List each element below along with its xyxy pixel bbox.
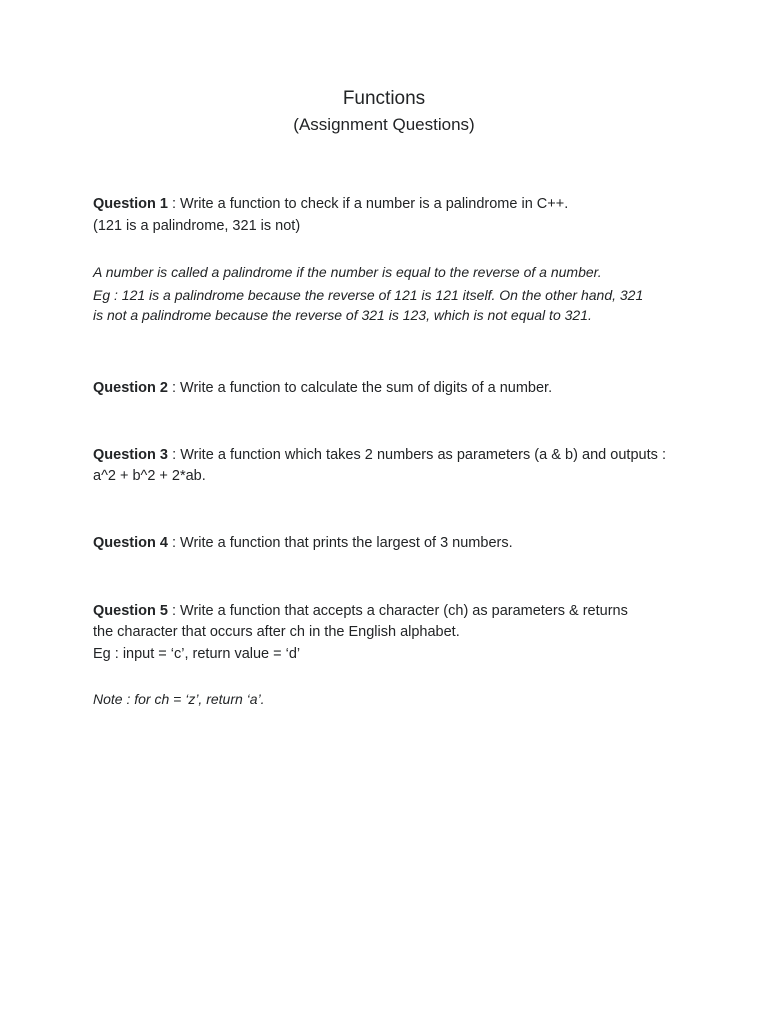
question-5-statement-line-1 bbox=[93, 601, 666, 622]
question-4-label: Question 4 bbox=[93, 535, 168, 551]
question-2-text: : Write a function to calculate the sum of digits of a number. bbox=[167, 380, 553, 396]
question-4-text: : Write a function that prints the largest of 3 numbers. bbox=[167, 535, 513, 551]
question-1-note-line-3: is not a palindrome because the reverse of 321 is 123, which is not equal to 321. bbox=[93, 307, 592, 323]
question-2 bbox=[93, 378, 666, 399]
question-4 bbox=[93, 533, 666, 554]
question-1-example: (121 is a palindrome, 321 is not) bbox=[93, 218, 301, 234]
question-1-note bbox=[93, 262, 666, 326]
question-1-note-line-2: Eg : 121 is a palindrome because the reverse of 121 is 121 itself. On the other hand, 321 bbox=[93, 286, 644, 303]
question-5-label: Question 5 bbox=[93, 603, 168, 619]
question-3-label: Question 3 bbox=[93, 447, 168, 463]
page-subtitle: (Assignment Questions) bbox=[293, 115, 475, 134]
question-4-statement bbox=[93, 533, 666, 554]
question-5 bbox=[93, 601, 666, 665]
question-1-statement bbox=[93, 194, 666, 215]
question-5-note-text: Note : for ch = ‘z’, return ‘a’. bbox=[93, 691, 265, 707]
question-5-text-line-2: the character that occurs after ch in the English alphabet. bbox=[93, 624, 460, 640]
page-title: Functions bbox=[342, 88, 426, 109]
question-2-statement bbox=[93, 378, 666, 399]
question-1-text: : Write a function to check if a number is a palindrome in C++. bbox=[167, 196, 569, 212]
question-3 bbox=[93, 445, 666, 487]
question-5-note bbox=[93, 689, 666, 710]
question-5-example: Eg : input = ‘c’, return value = ‘d’ bbox=[93, 646, 301, 662]
question-3-text: : Write a function which takes 2 numbers as parameters (a & b) and outputs : a^2 + b^2 + 2*ab. bbox=[93, 447, 666, 484]
question-1-note-line-1: A number is called a palindrome if the number is equal to the reverse of a number. bbox=[93, 264, 602, 280]
question-5-text-line-1: : Write a function that accepts a character (ch) as parameters & returns bbox=[167, 603, 628, 619]
question-1-label: Question 1 bbox=[93, 196, 168, 212]
question-2-label: Question 2 bbox=[93, 380, 168, 396]
question-1 bbox=[93, 194, 666, 237]
